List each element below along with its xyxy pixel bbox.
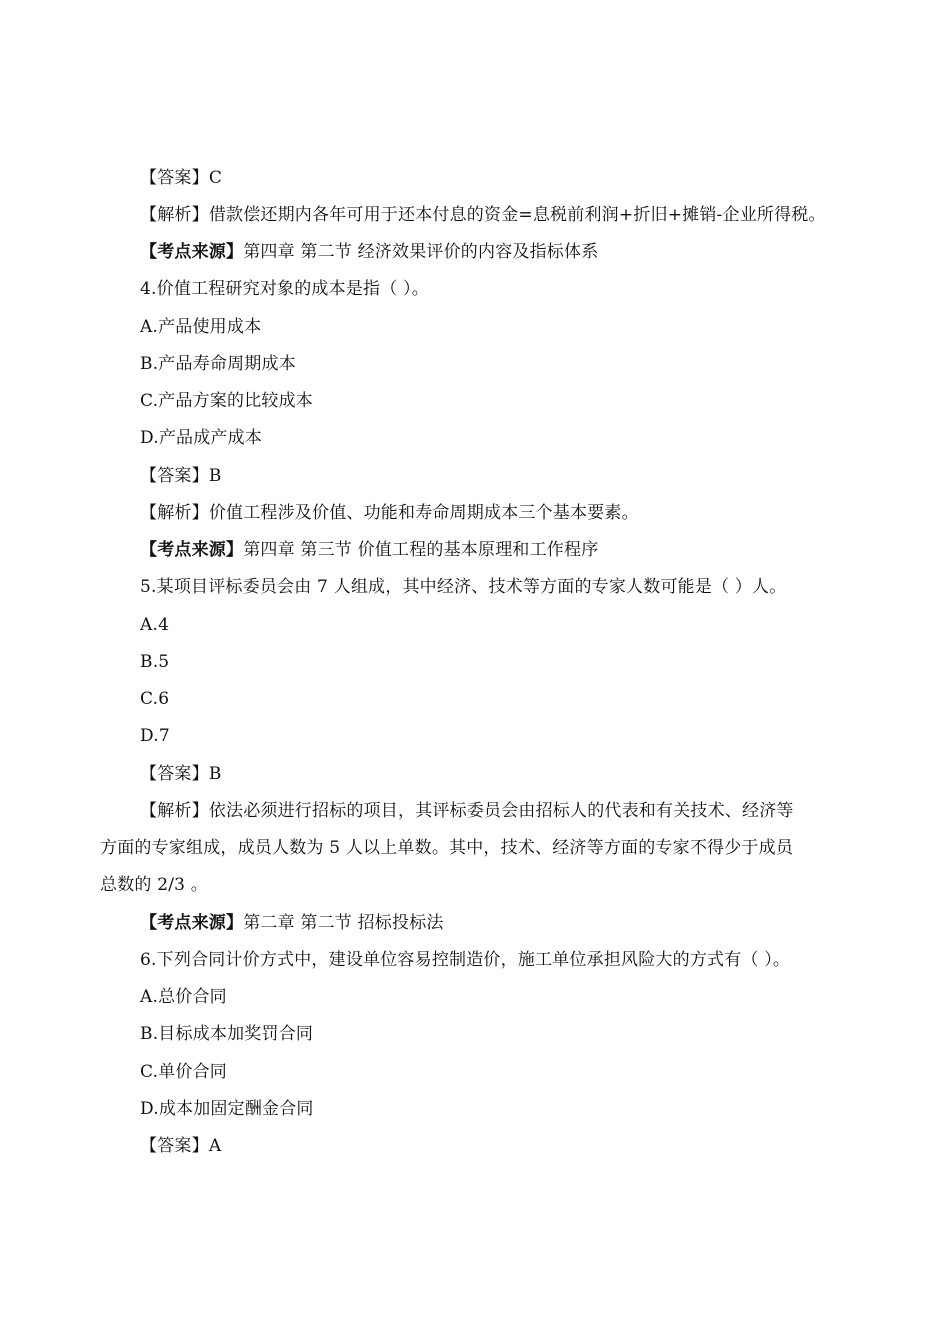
source-text: 第二章 第二节 招标投标法 [243,913,444,933]
q5-analysis-line-2: 方面的专家组成，成员人数为 5 人以上单数。其中，技术、经济等方面的专家不得少于成员 [100,838,794,858]
answer-label: 【答案】 [140,1136,209,1156]
q6-option-d: D.成本加固定酬金合同 [140,1099,314,1119]
q4-analysis [140,503,639,523]
q3-analysis [140,205,826,225]
source-text: 第四章 第二节 经济效果评价的内容及指标体系 [243,242,599,262]
q5-analysis-line-3: 总数的 2/3 。 [100,875,208,895]
q4-answer [140,466,222,486]
analysis-label: 【解析】 [140,503,209,523]
q3-source [140,242,598,262]
q6-option-b: B.目标成本加奖罚合同 [140,1024,314,1044]
q5-option-b: B.5 [140,652,170,672]
analysis-text: 依法必须进行招标的项目，其评标委员会由招标人的代表和有关技术、经济等 [208,801,794,821]
answer-label: 【答案】 [140,466,209,486]
answer-label: 【答案】 [140,168,209,188]
q5-answer [140,764,222,784]
q6-option-c: C.单价合同 [140,1062,228,1082]
analysis-label: 【解析】 [140,205,209,225]
analysis-label: 【解析】 [140,801,209,821]
answer-value: C [208,168,223,188]
q5-question: 5.某项目评标委员会由 7 人组成，其中经济、技术等方面的专家人数可能是（ ）人。 [140,577,787,597]
answer-value: A [208,1136,222,1156]
q5-option-c: C.6 [140,689,170,709]
q4-option-d: D.产品成产成本 [140,428,263,448]
q4-option-a: A.产品使用成本 [140,317,262,337]
q5-option-d: D.7 [140,726,170,746]
q6-answer [140,1136,221,1156]
source-label: 【考点来源】 [140,242,244,262]
q4-source [140,540,598,560]
answer-value: B [208,764,222,784]
q5-analysis-line-1 [140,801,794,821]
q3-answer [140,168,222,188]
q4-question: 4.价值工程研究对象的成本是指（ ）。 [140,279,429,299]
answer-label: 【答案】 [140,764,209,784]
q6-question: 6.下列合同计价方式中，建设单位容易控制造价，施工单位承担风险大的方式有（ ）。 [140,950,791,970]
q4-option-c: C.产品方案的比较成本 [140,391,314,411]
q6-option-a: A.总价合同 [140,987,227,1007]
source-label: 【考点来源】 [140,913,244,933]
q5-source [140,913,444,933]
analysis-text: 借款偿还期内各年可用于还本付息的资金=息税前利润+折旧+摊销-企业所得税。 [208,205,826,225]
analysis-text: 价值工程涉及价值、功能和寿命周期成本三个基本要素。 [208,503,639,523]
source-label: 【考点来源】 [140,540,244,560]
q4-option-b: B.产品寿命周期成本 [140,354,296,374]
source-text: 第四章 第三节 价值工程的基本原理和工作程序 [243,540,599,560]
q5-option-a: A.4 [140,615,170,635]
answer-value: B [208,466,222,486]
